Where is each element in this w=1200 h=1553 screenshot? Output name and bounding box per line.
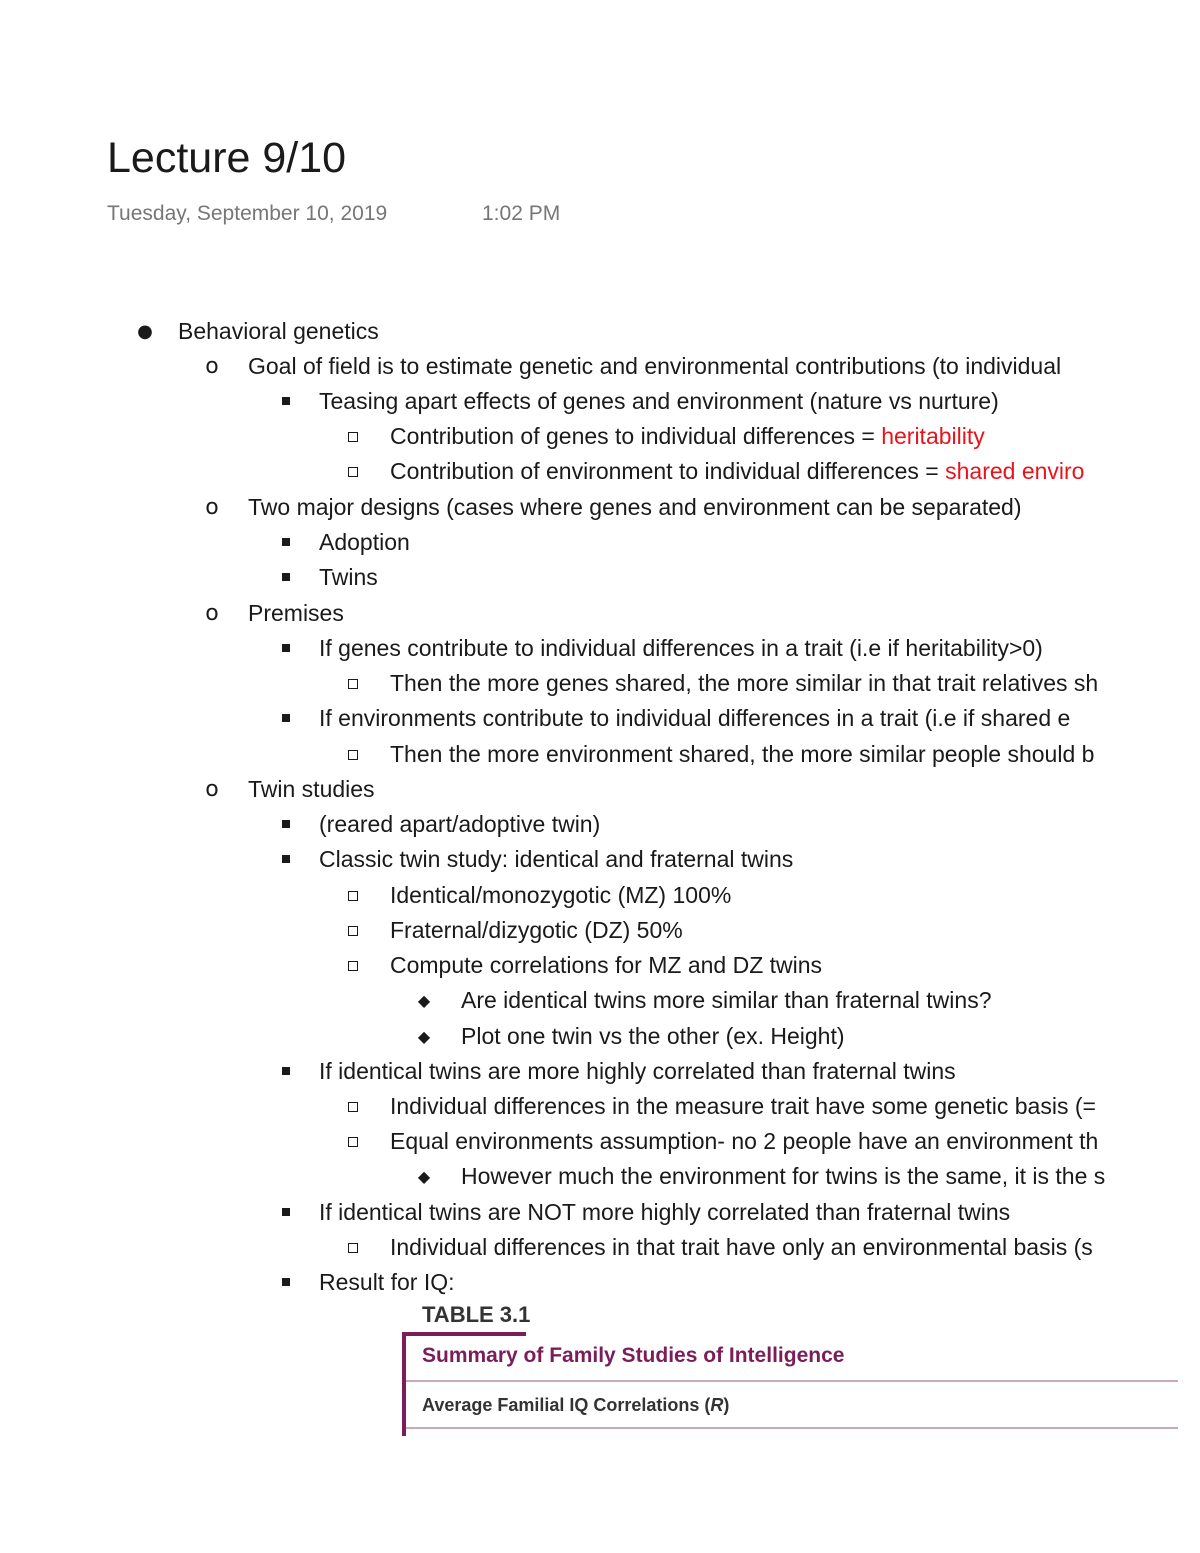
bullet-square-icon [276, 1054, 296, 1089]
list-item-text: Two major designs (cases where genes and environment can be separated) [248, 494, 1022, 520]
bullet-box-icon [344, 878, 364, 913]
bullet-diamond-icon: ◆ [417, 991, 431, 1010]
list-item-text: If environments contribute to individual differences in a trait (i.e if shared e [319, 705, 1071, 731]
list-item-text: Contribution of environment to individual differences = [390, 458, 946, 484]
table-figure [400, 1300, 1180, 1440]
list-item-text: Fraternal/dizygotic (DZ) 50% [390, 917, 683, 943]
table-title: Summary of Family Studies of Intelligence [422, 1344, 845, 1367]
bullet-box-icon [344, 737, 364, 772]
page-time: 1:02 PM [482, 202, 561, 225]
list-item-text: If identical twins are NOT more highly correlated than fraternal twins [319, 1199, 1011, 1225]
bullet-square-icon [276, 560, 296, 595]
list-item-text: If identical twins are more highly correlated than fraternal twins [319, 1058, 956, 1084]
list-item-text: Then the more genes shared, the more similar in that trait relatives sh [390, 670, 1099, 696]
list-item-text: Individual differences in the measure trait have some genetic basis (= [390, 1093, 1096, 1119]
bullet-box-icon [344, 1089, 364, 1124]
bullet-square-icon [276, 384, 296, 419]
list-item-text: Twin studies [248, 776, 375, 802]
list-item-text: Equal environments assumption- no 2 people have an environment th [390, 1128, 1099, 1154]
list-item-text: Premises [248, 600, 344, 626]
bullet-box-icon [344, 666, 364, 701]
list-item-text: Individual differences in that trait have only an environmental basis (s [390, 1234, 1093, 1260]
list-item-text: Twins [319, 564, 378, 590]
bullet-circle-icon: o [205, 495, 219, 520]
bullet-square-icon [276, 1195, 296, 1230]
list-item-text: Teasing apart effects of genes and environment (nature vs nurture) [319, 388, 999, 414]
bullet-box-icon [344, 1230, 364, 1265]
bullet-square-icon [276, 842, 296, 877]
highlight-term: shared enviro [945, 458, 1085, 484]
table-divider [406, 1380, 1178, 1382]
bullet-box-icon [344, 948, 364, 983]
bullet-square-icon [276, 807, 296, 842]
list-item-text: Adoption [319, 529, 410, 555]
bullet-box-icon [344, 1124, 364, 1159]
page-title: Lecture 9/10 [107, 134, 347, 182]
bullet-dot-icon: ● [137, 321, 153, 342]
page-date: Tuesday, September 10, 2019 [107, 202, 388, 225]
table-label: TABLE 3.1 [422, 1302, 531, 1327]
table-accent-bar [402, 1332, 526, 1336]
bullet-square-icon [276, 1265, 296, 1300]
list-item-text: (reared apart/adoptive twin) [319, 811, 601, 837]
bullet-circle-icon: o [205, 601, 219, 626]
highlight-term: heritability [881, 423, 985, 449]
list-item-text: If genes contribute to individual differences in a trait (i.e if heritability>0) [319, 635, 1043, 661]
list-item-text: Behavioral genetics [178, 318, 379, 344]
list-item-text: Goal of field is to estimate genetic and environmental contributions (to individual [248, 353, 1062, 379]
bullet-diamond-icon: ◆ [417, 1167, 431, 1186]
bullet-square-icon [276, 701, 296, 736]
bullet-square-icon [276, 631, 296, 666]
list-item-text: Are identical twins more similar than fraternal twins? [461, 987, 992, 1013]
table-divider [406, 1427, 1178, 1429]
bullet-square-icon [276, 525, 296, 560]
bullet-circle-icon: o [205, 777, 219, 802]
bullet-box-icon [344, 454, 364, 489]
list-item-text: Then the more environment shared, the more similar people should b [390, 741, 1095, 767]
list-item-text: Plot one twin vs the other (ex. Height) [461, 1023, 845, 1049]
table-subtitle: Average Familial IQ Correlations (R) [422, 1395, 730, 1415]
list-item-text: Identical/monozygotic (MZ) 100% [390, 882, 732, 908]
list-item-text: Contribution of genes to individual differences = [390, 423, 882, 449]
bullet-box-icon [344, 419, 364, 454]
table-left-rule [402, 1332, 406, 1436]
list-item-text: However much the environment for twins is the same, it is the s [461, 1163, 1106, 1189]
list-item-text: Result for IQ: [319, 1269, 455, 1295]
list-item-text: Classic twin study: identical and fraternal twins [319, 846, 794, 872]
bullet-box-icon [344, 913, 364, 948]
list-item-text: Compute correlations for MZ and DZ twins [390, 952, 823, 978]
bullet-circle-icon: o [205, 354, 219, 379]
bullet-diamond-icon: ◆ [417, 1027, 431, 1046]
